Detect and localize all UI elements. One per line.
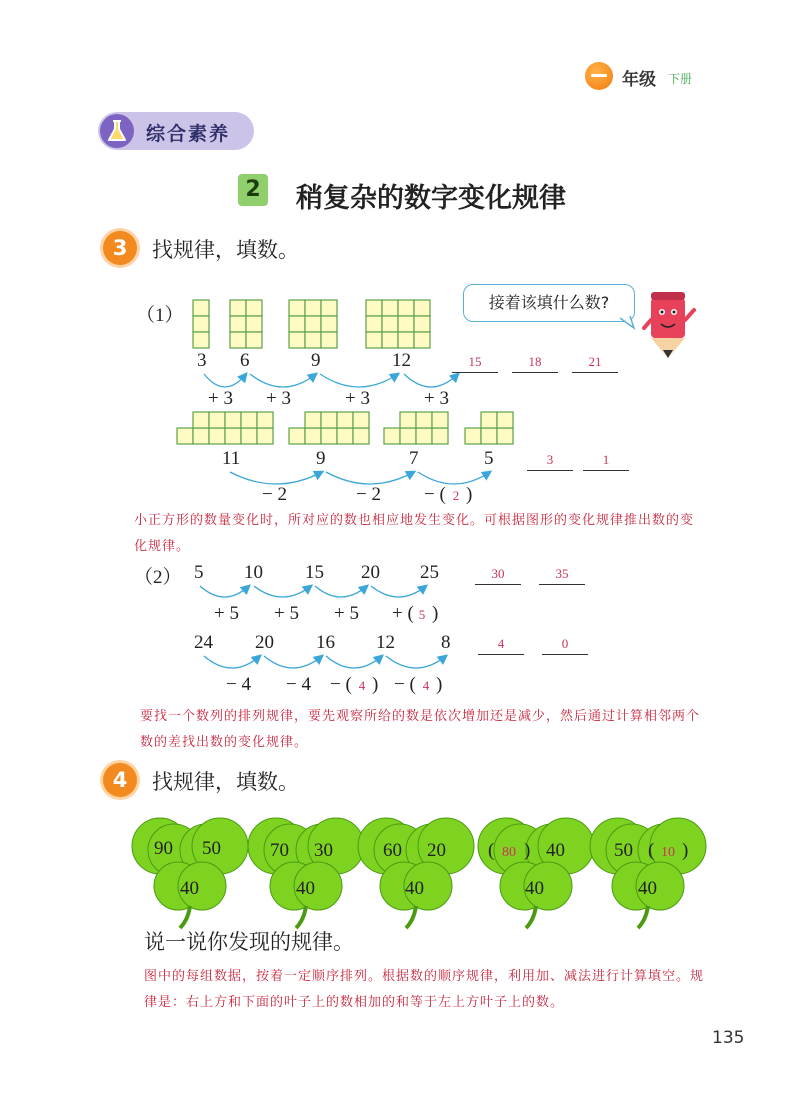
row3-step-answer: 5: [418, 607, 426, 622]
hint-note-1: 小正方形的数量变化时，所对应的数也相应地发生变化。可根据图形的变化规律推出数的变化规律。: [134, 513, 695, 554]
row2-number: 11: [222, 448, 241, 469]
clover-4-left-answer: 80: [502, 845, 516, 860]
row3-number: 15: [305, 562, 324, 583]
page-number: 135: [712, 1028, 745, 1048]
row3-number: 20: [361, 562, 380, 583]
row2-step: − 2: [262, 484, 287, 505]
row4-step-answer: 4: [358, 678, 366, 693]
row4-number: 16: [316, 632, 335, 653]
row2-step-close: ): [466, 484, 473, 505]
row2-answer: 1: [602, 452, 610, 467]
clover-4-bottom: 40: [525, 878, 544, 899]
row4-step-close: ): [436, 674, 443, 695]
clover-icon: [478, 818, 594, 928]
row2-number: 9: [316, 448, 326, 469]
row3-number: 5: [194, 562, 204, 583]
row4-number: 24: [194, 632, 213, 653]
row3-number: 10: [244, 562, 263, 583]
clover-4-paren-open: (: [488, 840, 495, 861]
row4-number: 8: [441, 632, 451, 653]
row1-answer: 15: [468, 354, 482, 369]
row3-answer: 35: [555, 566, 569, 581]
row4-number: 20: [255, 632, 274, 653]
question-4-prompt: 找规律，填数。: [152, 770, 299, 794]
clover-1-right: 50: [202, 838, 221, 859]
row1-step: + 3: [208, 388, 233, 409]
clover-2-bottom: 40: [296, 878, 315, 899]
row4-step: − (: [330, 674, 352, 695]
clover-5-paren-close: ): [682, 840, 689, 861]
lesson-number: 2: [238, 174, 268, 206]
clover-5-bottom: 40: [638, 878, 657, 899]
clover-5-paren-open: (: [648, 840, 655, 861]
hint-note-2: 要找一个数列的排列规律，要先观察所给的数是依次增加还是减少，然后通过计算相邻两个数的差找出数的变化规律。: [140, 709, 701, 750]
row4-step-answer: 4: [422, 678, 430, 693]
row3-answer: 30: [491, 566, 505, 581]
row4-step: − 4: [226, 674, 251, 695]
row4-step: − 4: [286, 674, 311, 695]
question-4-badge: 4: [100, 760, 140, 800]
part-1-label: （1）: [136, 305, 184, 326]
clover-1-bottom: 40: [180, 878, 199, 899]
row4-number: 12: [376, 632, 395, 653]
clover-2-right: 30: [314, 840, 333, 861]
clover-1-left: 90: [154, 838, 173, 859]
clover-3-bottom: 40: [405, 878, 424, 899]
hint-note-3: 图中的每组数据，按着一定顺序排列。根据数的顺序规律，利用加、减法进行计算填空。规律是：右上方和下面的叶子上的数相加的和等于左上方叶子上的数。: [144, 969, 705, 1010]
speech-bubble: 接着该填什么数?: [463, 284, 635, 322]
row2-step: − (: [424, 484, 446, 505]
row3-number: 25: [420, 562, 439, 583]
clover-2-left: 70: [270, 840, 289, 861]
row3-step: + (: [392, 603, 414, 624]
row4-answer: 0: [561, 636, 569, 651]
row2-number: 7: [409, 448, 419, 469]
row3-step: + 5: [274, 603, 299, 624]
row1-answer: 21: [588, 354, 602, 369]
question-3-prompt: 找规律，填数。: [152, 238, 299, 262]
row1-step: + 3: [424, 388, 449, 409]
clover-icon: [358, 818, 474, 928]
row4-answer: 4: [497, 636, 505, 651]
row3-step: + 5: [334, 603, 359, 624]
row3-step-close: ): [432, 603, 439, 624]
row1-answer: 18: [528, 354, 542, 369]
clover-3-left: 60: [383, 840, 402, 861]
row3-step: + 5: [214, 603, 239, 624]
clover-icon: [248, 818, 364, 928]
clover-3-right: 20: [427, 840, 446, 861]
clover-4-right: 40: [546, 840, 565, 861]
row4-step: − (: [394, 674, 416, 695]
row1-step: + 3: [345, 388, 370, 409]
volume-label: 下册: [668, 72, 693, 86]
clover-icon: [590, 818, 706, 928]
clover-4-paren-close: ): [524, 840, 531, 861]
row1-number: 6: [240, 350, 250, 371]
row1-number: 9: [311, 350, 321, 371]
row1-step: + 3: [266, 388, 291, 409]
clover-5-right-answer: 10: [661, 845, 675, 860]
part-2-label: （2）: [134, 567, 182, 588]
row1-number: 12: [392, 350, 411, 371]
row4-step-close: ): [372, 674, 379, 695]
grade-label: 年级: [622, 70, 656, 90]
row2-step: − 2: [356, 484, 381, 505]
row2-answer: 3: [546, 452, 554, 467]
clover-icon: [132, 818, 248, 928]
row2-step-answer: 2: [452, 488, 460, 503]
question-3-badge: 3: [100, 228, 140, 268]
discuss-prompt: 说一说你发现的规律。: [144, 930, 354, 954]
row1-number: 3: [197, 350, 207, 371]
row2-number: 5: [484, 448, 494, 469]
clover-5-left: 50: [614, 840, 633, 861]
section-title: 综合素养: [146, 123, 231, 145]
lesson-title: 稍复杂的数字变化规律: [296, 183, 566, 214]
